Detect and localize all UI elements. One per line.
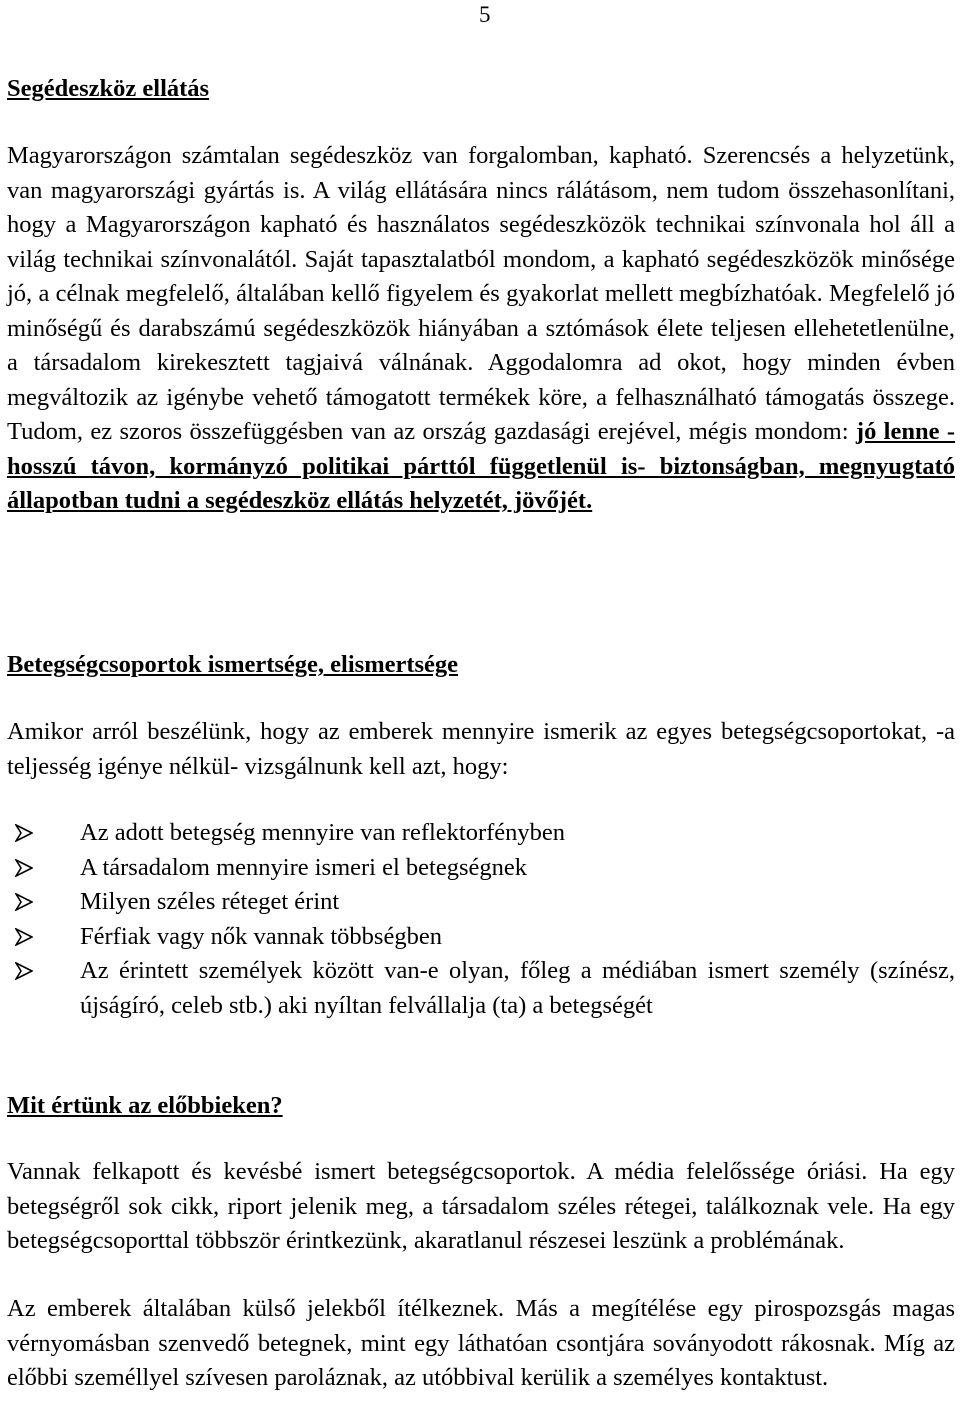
section-heading-segedeszkoz: Segédeszköz ellátás	[7, 75, 210, 102]
list-item-text: A társadalom mennyire ismeri el betegségnek	[80, 853, 527, 881]
list-item	[7, 920, 955, 955]
list-item	[7, 885, 955, 920]
paragraph-media: Vannak felkapott és kevésbé ismert betegségcsoportok. A média felelőssége óriási. Ha egy betegségről sok cikk, riport jelenik meg, a társadalom széles rétegei, találkoznak vele. Ha egy betegségcsoporttal többször érintkezünk, akaratlanul részesei leszünk a problémának.	[7, 1158, 955, 1254]
list-item-text: Milyen széles réteget érint	[80, 888, 340, 915]
section-heading-mit-ertunk: Mit értünk az előbbieken?	[7, 1092, 283, 1119]
criteria-list	[7, 816, 955, 1023]
list-item	[7, 816, 955, 851]
page-number: 5	[479, 2, 491, 27]
arrowhead-bullet-icon	[15, 893, 33, 911]
list-item-text: Az adott betegség mennyire van reflektorfényben	[80, 819, 566, 846]
list-item	[7, 954, 955, 1023]
paragraph-megiteles: Az emberek általában külső jelekből ítélkeznek. Más a megítélése egy pirospozsgás magas vérnyomásban szenvedő betegnek, mint egy láthatóan csontjára soványodott rákosnak. Míg az előbbi személlyel szívesen paroláznak, az utóbbival kerülik a személyes kontaktust.	[7, 1295, 955, 1391]
list-item-text: Az érintett személyek között van-e olyan, főleg a médiában ismert személy (színész, újságíró, celeb stb.) aki nyíltan felvállalja (ta) a betegségét	[80, 957, 955, 1019]
paragraph-intro: Amikor arról beszélünk, hogy az emberek mennyire ismerik az egyes betegségcsoportokat, -a teljesség igénye nélkül- vizsgálnunk kell azt, hogy:	[7, 718, 955, 780]
arrowhead-bullet-icon	[15, 859, 33, 877]
list-item	[7, 851, 955, 886]
list-item-text: Férfiak vagy nők vannak többségben	[80, 922, 442, 950]
emphasized-statement: jó lenne -hosszú távon, kormányzó politikai párttól függetlenül is- biztonságban, megnyugtató állapotban tudni a segédeszköz ellátás helyzetét, jövőjét.	[7, 418, 956, 514]
arrowhead-bullet-icon	[15, 824, 33, 842]
arrowhead-bullet-icon	[15, 928, 33, 946]
paragraph-segedeszkoz	[7, 139, 955, 519]
paragraph-segedeszkoz-text: Magyarországon számtalan segédeszköz van forgalomban, kapható. Szerencsés a helyzetünk, van magyarországi gyártás is. A világ ellátására nincs rálátásom, nem tudom összehasonlítani, hogy a Magyarországon kapható és használatos segédeszközök technikai színvonala hol áll a világ technikai színvonalától. Saját tapasztalatból mondom, a kapható segédeszközök minősége jó, a célnak megfelelő, általában kellő figyelem és gyakorlat mellett megbízhatóak. Megfelelő jó minőségű és darabszámú segédeszközök hiányában a sztómások élete teljesen ellehetetlenülne, a társadalom kirekesztett tagjaivá válnának. Aggodalomra ad okot, hogy minden évben megváltozik az igénybe vehető támogatott termékek köre, a felhasználható támogatás összege. Tudom, ez szoros összefüggésben van az ország gazdasági erejével, mégis mondom:	[7, 142, 955, 445]
arrowhead-bullet-icon	[15, 962, 33, 980]
section-heading-betegsegcsoportok: Betegségcsoportok ismertsége, elismertsége	[7, 651, 459, 678]
